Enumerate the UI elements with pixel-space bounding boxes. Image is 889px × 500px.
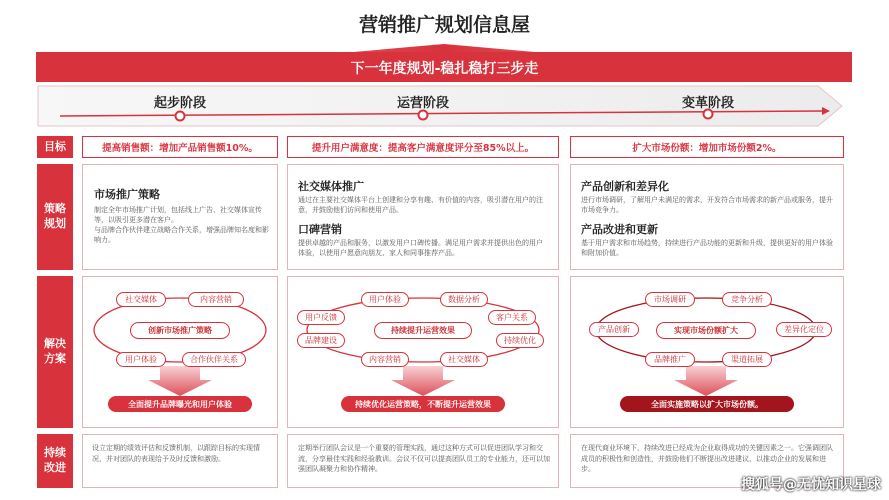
stage-label-operation: 运营阶段: [396, 96, 449, 111]
row-label-improve: 持续 改进: [37, 434, 73, 488]
loop-node: 竞争分析: [722, 292, 772, 307]
center-node: 持续提升运营效果: [374, 322, 472, 339]
down-arrow: [148, 366, 212, 396]
improve-text: 在现代商业环境下，持续改进已经成为企业取得成功的关键因素之一。它强调团队成员的积极性和创造性，并鼓励他们不断提出改进建议，以推动企业的发展和进步。: [581, 444, 833, 473]
center-node: 创新市场推广策略: [130, 322, 230, 339]
loop-node: 差异化定位: [776, 322, 832, 337]
row-label-goal: 目标: [37, 136, 73, 158]
loop-node: 合作伙伴关系: [182, 352, 246, 367]
strategy-desc: 提供卓越的产品和服务，以激发用户口碑传播。满足用户需求并提供出色的用户体验，以使用户愿意向朋友、家人和同事推荐产品。: [298, 239, 543, 258]
goal-box: 提升用户满意度：提高客户满意度评分至85%以上。: [287, 136, 559, 158]
loop-node: 品牌推广: [645, 352, 695, 367]
strategy-desc: 基于用户需求和市场趋势，持续进行产品功能的更新和升级，提供更好的用户体验和附加价值。: [581, 239, 833, 258]
improve-text: 设立定期的绩效评估和反馈机制，以跟踪目标的实现情况，并对团队的表现给予及时反馈和激励。: [92, 444, 260, 463]
result-bar: 全面提升品牌曝光和用户体验: [108, 396, 252, 412]
watermark: 搜狐号@无忧知识星球: [741, 477, 881, 493]
page-title: 营销推广规划信息屋: [358, 14, 530, 36]
loop-node: 数据分析: [440, 292, 488, 307]
strategy-desc: 制定全年市场推广计划，包括线上广告、社交媒体宣传等，以吸引更多潜在客户。 与品牌合作伙伴建立战略合作关系，增强品牌知名度和影响力。: [94, 206, 269, 245]
loop-node: 产品创新: [589, 322, 639, 337]
loop-node: 渠道拓展: [722, 352, 772, 367]
center-node: 实现市场份额扩大: [656, 322, 756, 339]
goal-box: 扩大市场份额：增加市场份额2%。: [570, 136, 844, 158]
stage-label-transform: 变革阶段: [681, 96, 734, 111]
loop-node: 社交媒体: [116, 292, 166, 307]
strategy-desc: 进行市场调研，了解用户未满足的需求，开发符合市场需求的新产品或服务，提升市场竞争力。: [581, 196, 833, 215]
loop-node: 内容营销: [361, 352, 409, 367]
loop-node: 用户反馈: [297, 310, 345, 325]
loop-node: 客户关系: [488, 310, 536, 325]
result-bar: 持续优化运营策略，不断提升运营效果: [341, 396, 505, 412]
down-arrow: [674, 366, 738, 396]
improve-text: 定期举行团队会议是一个重要的管理实践，通过这种方式可以促进团队学习和交流，分享最佳实践和经验教训。会议不仅可以提高团队员工的专业能力，还可以加强团队凝聚力和协作精神。: [298, 444, 550, 473]
loop-node: 市场调研: [645, 292, 695, 307]
strategy-desc: 通过在主要社交媒体平台上创建和分享有趣、有价值的内容，吸引潜在用户的注意，并鼓励他们访问和使用产品。: [298, 196, 543, 215]
subtitle: 下一年度规划-稳扎稳打三步走: [350, 61, 539, 77]
strategy-title: 口碑营销: [298, 223, 342, 236]
down-arrow: [391, 366, 455, 396]
strategy-title: 产品创新和差异化: [581, 180, 669, 193]
row-label-strategy: 策略 规划: [37, 164, 73, 270]
loop-node: 持续优化: [496, 333, 544, 348]
loop-node: 社交媒体: [440, 352, 488, 367]
loop-node: 用户体验: [116, 352, 166, 367]
loop-node: 用户体验: [361, 292, 409, 307]
goal-box: 提高销售额：增加产品销售额10%。: [82, 136, 278, 158]
row-label-solution: 解决 方案: [37, 276, 73, 428]
result-bar: 全面实施策略以扩大市场份额。: [620, 396, 794, 412]
strategy-title: 社交媒体推广: [298, 180, 364, 193]
loop-node: 内容营销: [188, 292, 244, 307]
strategy-title: 产品改进和更新: [581, 223, 658, 236]
loop-node: 品牌建设: [297, 333, 345, 348]
stage-label-start: 起步阶段: [153, 96, 206, 111]
strategy-title: 市场推广策略: [94, 188, 160, 201]
